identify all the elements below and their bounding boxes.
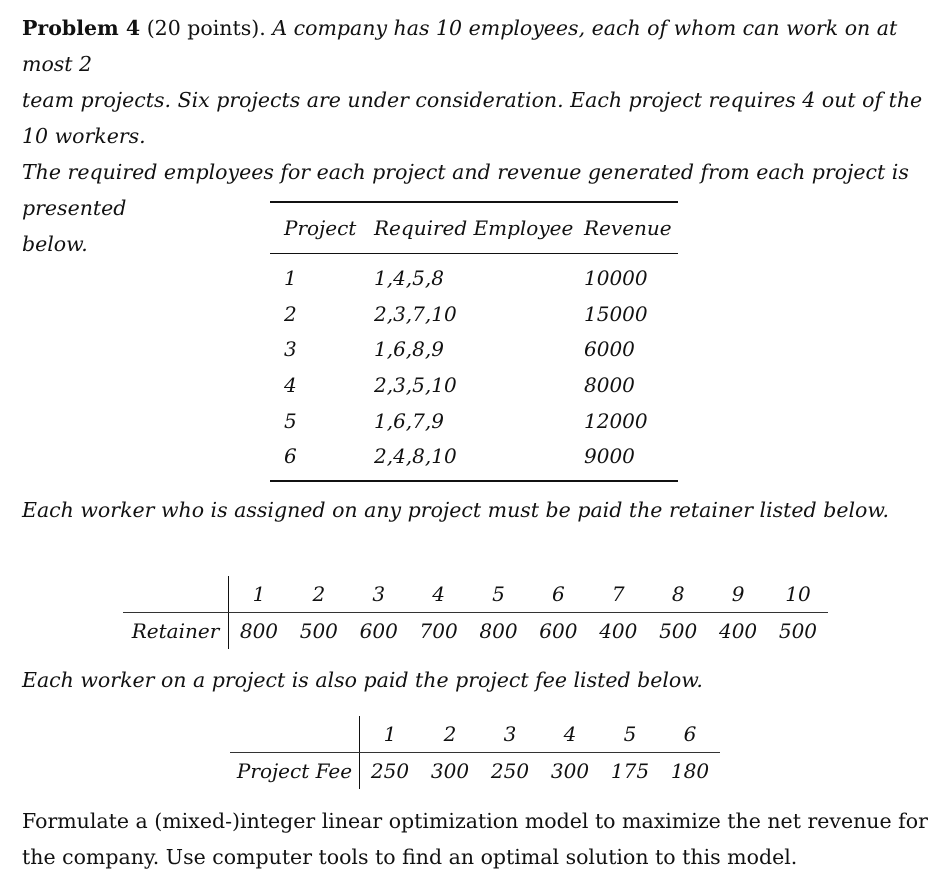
project-number: 3 (284, 337, 297, 362)
required-employees: 1,4,5,8 (374, 265, 444, 290)
project-number: 1 (284, 265, 297, 290)
project-fee-value: 250 (490, 759, 530, 783)
project-fee-value: 175 (610, 759, 650, 783)
retainer-description: Each worker who is assigned on any project must be paid the retainer listed below. (22, 498, 889, 522)
retainer-value: 400 (599, 619, 638, 643)
column-header-required-employee: Required Employee (374, 216, 574, 240)
worker-number: 7 (611, 582, 625, 606)
intro-line: below. (22, 232, 88, 256)
fee-description: Each worker on a project is also paid the project fee listed below. (22, 668, 703, 692)
retainer-table-row (123, 613, 828, 649)
project-fee-table (230, 716, 720, 789)
retainer-value: 500 (299, 619, 338, 643)
table-row (270, 331, 678, 367)
retainer-table (123, 576, 828, 649)
table-row (270, 260, 678, 296)
project-number: 5 (284, 408, 297, 433)
intro-line: A company has 10 employees, each of whom can work on at most 2 (22, 16, 898, 76)
required-employees: 2,4,8,10 (374, 444, 457, 469)
project-fee-value: 300 (430, 759, 470, 783)
retainer-value: 800 (239, 619, 279, 643)
worker-number: 6 (552, 582, 565, 606)
fee-project-number: 4 (563, 722, 577, 746)
retainer-value: 500 (778, 619, 818, 643)
worker-number: 1 (252, 582, 266, 606)
fee-project-number: 6 (683, 722, 697, 746)
project-number: 2 (284, 301, 297, 326)
fee-table-header (230, 716, 720, 753)
project-fee-value: 180 (670, 759, 710, 783)
column-header-project: Project (284, 216, 357, 240)
problem-heading: Problem 4 (22, 16, 141, 40)
table-row (270, 296, 678, 332)
project-fee-value: 300 (550, 759, 590, 783)
required-employees: 2,3,7,10 (374, 301, 457, 326)
project-number: 6 (284, 444, 297, 469)
retainer-value: 400 (718, 619, 758, 643)
revenue-value: 6000 (584, 337, 635, 362)
worker-number: 4 (432, 582, 445, 606)
worker-number: 9 (731, 582, 745, 606)
fee-project-number: 1 (383, 722, 397, 746)
closing-line: Formulate a (mixed-)integer linear optimization model to maximize the net revenue for (22, 809, 928, 833)
retainer-value: 700 (419, 619, 458, 643)
fee-project-number: 2 (443, 722, 457, 746)
projects-table-header (270, 203, 678, 254)
retainer-value: 800 (479, 619, 518, 643)
fee-row-label: Project Fee (230, 753, 360, 789)
intro-line: The required employees for each project and revenue generated from each project is presented (22, 160, 909, 220)
required-employees: 1,6,8,9 (374, 337, 444, 362)
closing-line: the company. Use computer tools to find an optimal solution to this model. (22, 845, 798, 869)
intro-line: team projects. Six projects are under consideration. Each project requires 4 out of the 10 workers. (22, 88, 923, 148)
retainer-table-header (123, 576, 828, 613)
fee-table-row (230, 753, 720, 789)
retainer-corner-cell (123, 576, 229, 612)
projects-table (270, 201, 678, 482)
column-header-revenue: Revenue (584, 216, 672, 240)
worker-number: 3 (372, 582, 386, 606)
revenue-value: 8000 (584, 372, 635, 397)
revenue-value: 12000 (584, 408, 648, 433)
retainer-value: 600 (359, 619, 398, 643)
retainer-value: 600 (539, 619, 578, 643)
revenue-value: 9000 (584, 444, 635, 469)
table-row (270, 438, 678, 474)
retainer-row-label: Retainer (123, 613, 229, 649)
table-row (270, 403, 678, 439)
problem-points: (20 points). (146, 16, 266, 40)
project-number: 4 (284, 372, 297, 397)
revenue-value: 10000 (584, 265, 648, 290)
worker-number: 8 (671, 582, 685, 606)
fee-project-number: 5 (623, 722, 637, 746)
table-row (270, 367, 678, 403)
worker-number: 2 (312, 582, 326, 606)
required-employees: 1,6,7,9 (374, 408, 444, 433)
revenue-value: 15000 (584, 301, 648, 326)
closing-instructions (22, 803, 934, 875)
worker-number: 5 (492, 582, 505, 606)
project-fee-value: 250 (370, 759, 410, 783)
fee-project-number: 3 (503, 722, 517, 746)
fee-corner-cell (230, 716, 360, 752)
projects-table-body (270, 254, 678, 480)
required-employees: 2,3,5,10 (374, 372, 457, 397)
retainer-value: 500 (659, 619, 698, 643)
worker-number: 10 (785, 582, 811, 606)
